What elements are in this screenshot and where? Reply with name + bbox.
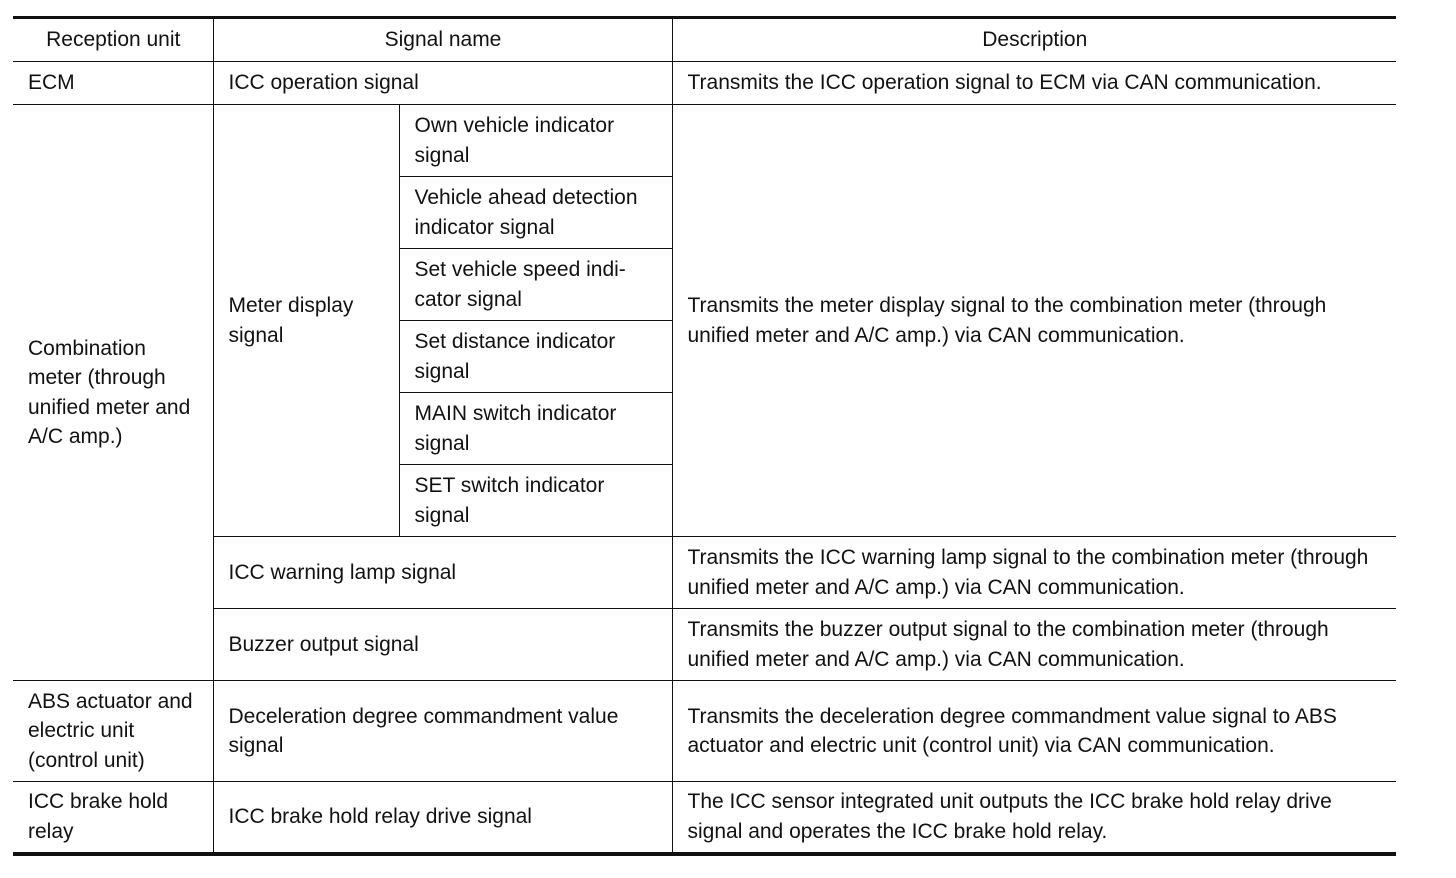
header-signal-name: Signal name	[213, 18, 672, 62]
description-icc-warning-lamp: Transmits the ICC warning lamp signal to the combination meter (through unified meter and A/C amp.) via CAN communication.	[672, 537, 1396, 609]
signal-table	[13, 16, 1396, 856]
header-row	[13, 18, 1396, 62]
table-row	[13, 537, 1396, 609]
sub-signal-main-switch-indicator: MAIN switch indicator signal	[399, 393, 672, 465]
sub-signal-set-distance-indicator: Set distance indicator signal	[399, 321, 672, 393]
signal-icc-operation: ICC operation signal	[213, 62, 672, 105]
signal-icc-brake-hold-relay-drive: ICC brake hold relay drive signal	[213, 782, 672, 854]
header-reception-unit: Reception unit	[13, 18, 213, 62]
sub-signal-set-switch-indicator: SET switch indicator signal	[399, 465, 672, 537]
table-row	[13, 62, 1396, 105]
description-deceleration-degree: Transmits the deceleration degree commandment value signal to ABS actuator and electric unit (control unit) via CAN communication.	[672, 681, 1396, 782]
table-row	[13, 105, 1396, 177]
sub-signal-set-vehicle-speed-indicator: Set vehicle speed indi-cator signal	[399, 249, 672, 321]
reception-unit-abs-actuator: ABS actuator and electric unit (control unit)	[13, 681, 213, 782]
header-description: Description	[672, 18, 1396, 62]
description-icc-operation: Transmits the ICC operation signal to ECM via CAN communication.	[672, 62, 1396, 105]
reception-unit-icc-brake-hold-relay: ICC brake hold relay	[13, 782, 213, 854]
signal-deceleration-degree: Deceleration degree commandment value signal	[213, 681, 672, 782]
sub-signal-vehicle-ahead-indicator: Vehicle ahead detection indicator signal	[399, 177, 672, 249]
reception-unit-ecm: ECM	[13, 62, 213, 105]
table-row	[13, 609, 1396, 681]
description-buzzer-output: Transmits the buzzer output signal to the combination meter (through unified meter and A/C amp.) via CAN communication.	[672, 609, 1396, 681]
signal-icc-warning-lamp: ICC warning lamp signal	[213, 537, 672, 609]
description-icc-brake-hold-relay-drive: The ICC sensor integrated unit outputs the ICC brake hold relay drive signal and operates the ICC brake hold relay.	[672, 782, 1396, 854]
table-row	[13, 782, 1396, 854]
reception-unit-combination-meter: Combination meter (through unified meter and A/C amp.)	[13, 105, 213, 681]
signal-buzzer-output: Buzzer output signal	[213, 609, 672, 681]
description-meter-display: Transmits the meter display signal to the combination meter (through unified meter and A/C amp.) via CAN communication.	[672, 105, 1396, 537]
signal-meter-display: Meter display signal	[213, 105, 399, 537]
table-row	[13, 681, 1396, 782]
sub-signal-own-vehicle-indicator: Own vehicle indicator signal	[399, 105, 672, 177]
